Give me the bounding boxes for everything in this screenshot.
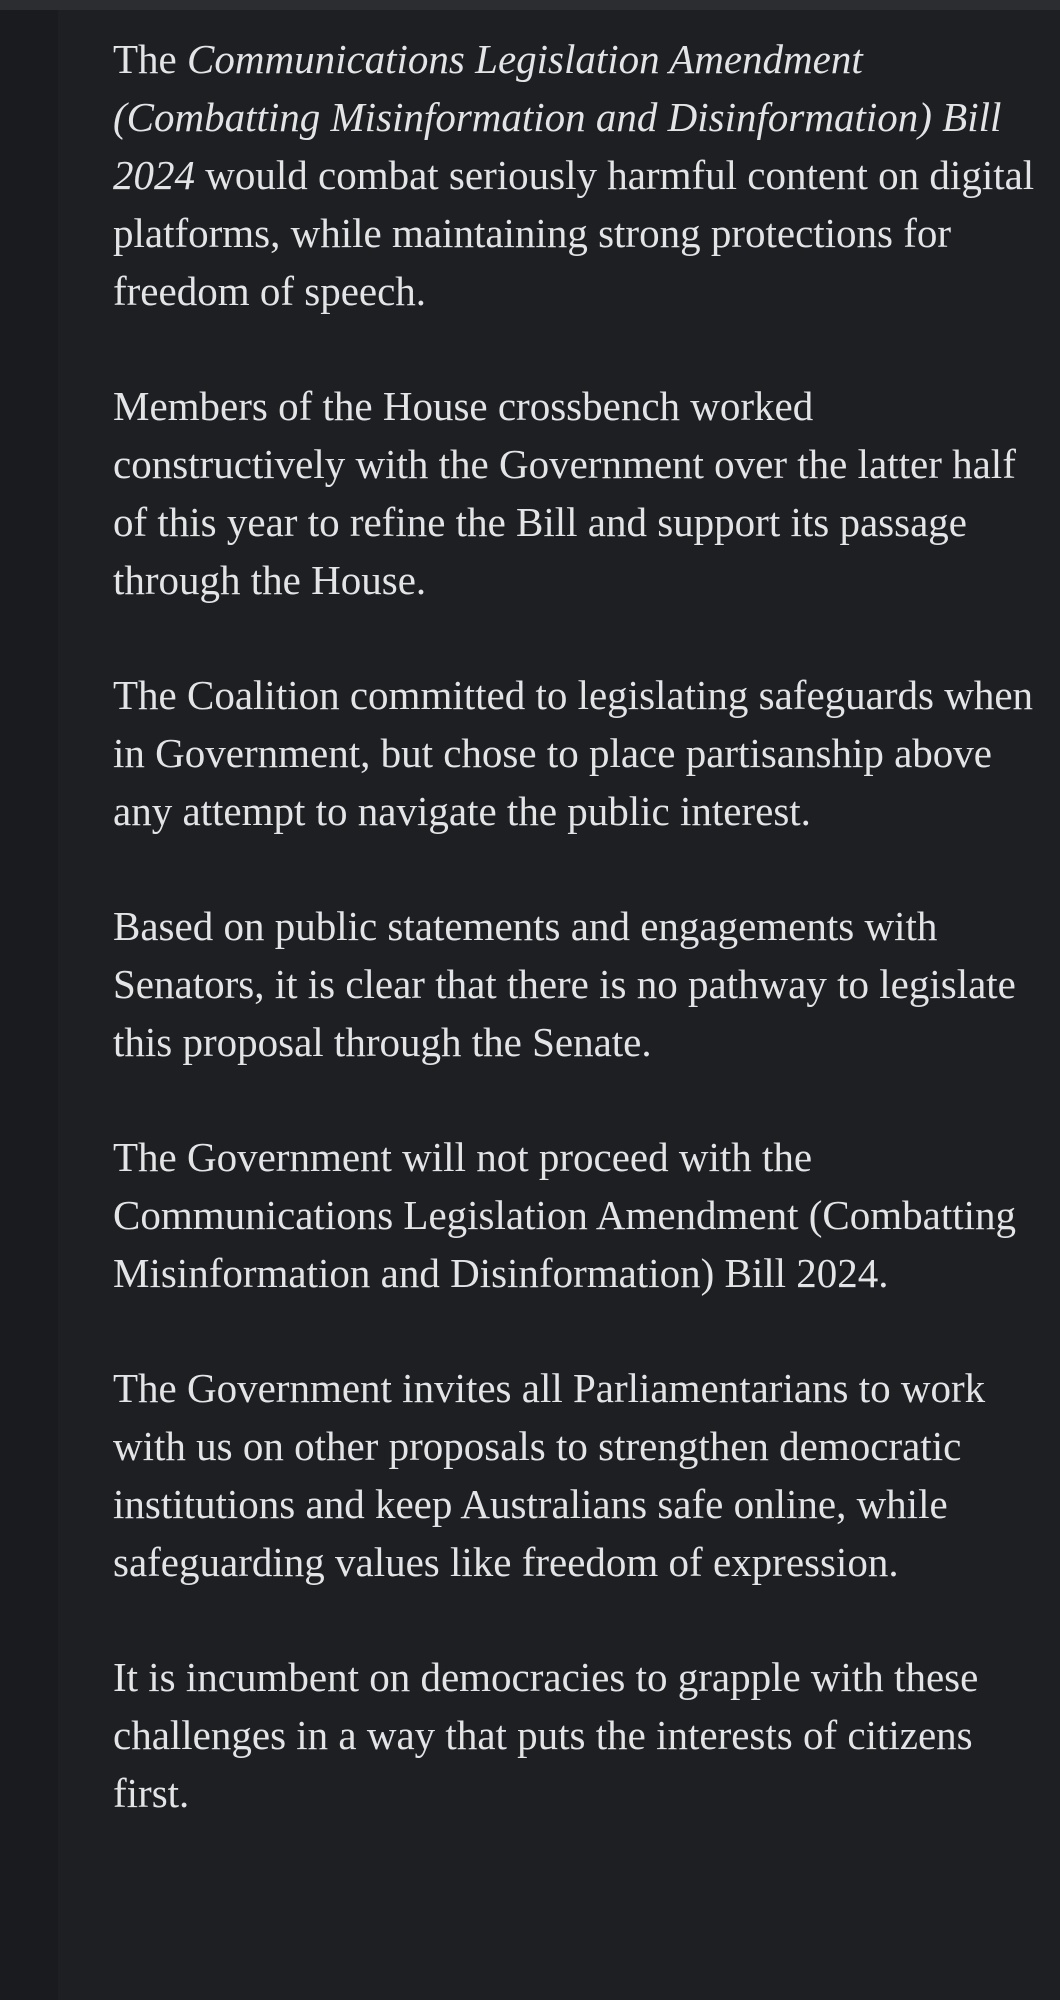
paragraph-5: The Government will not proceed with the Communications Legislation Amendment (Combatting Misinformation and Disinformation) Bill 2024. (113, 1134, 1017, 1296)
paragraph-1-rest: would combat seriously harmful content on digital platforms, while maintaining strong protections for freedom of speech. (113, 152, 1035, 314)
paragraph-4: Based on public statements and engagements with Senators, it is clear that there is no pathway to legislate this proposal through the Senate. (113, 903, 1016, 1065)
bill-title: Communications Legislation Amendment (Combatting Misinformation and Disinformation) Bill 2024 (113, 36, 1002, 198)
left-gutter (0, 10, 58, 2000)
paragraph-1-lead: The (113, 36, 187, 82)
top-bar (0, 0, 1060, 10)
paragraph-3: The Coalition committed to legislating safeguards when in Government, but chose to place partisanship above any attempt to navigate the public interest. (113, 672, 1034, 834)
paragraph-2: Members of the House crossbench worked constructively with the Government over the latter half of this year to refine the Bill and support its passage through the House. (113, 383, 1016, 603)
paragraph-1 (113, 30, 1048, 320)
paragraph-7: It is incumbent on democracies to grapple with these challenges in a way that puts the interests of citizens first. (113, 1654, 979, 1816)
statement-body (113, 30, 1048, 1879)
paragraph-6: The Government invites all Parliamentarians to work with us on other proposals to strengthen democratic institutions and keep Australians safe online, while safeguarding values like freedom of expression. (113, 1365, 986, 1585)
